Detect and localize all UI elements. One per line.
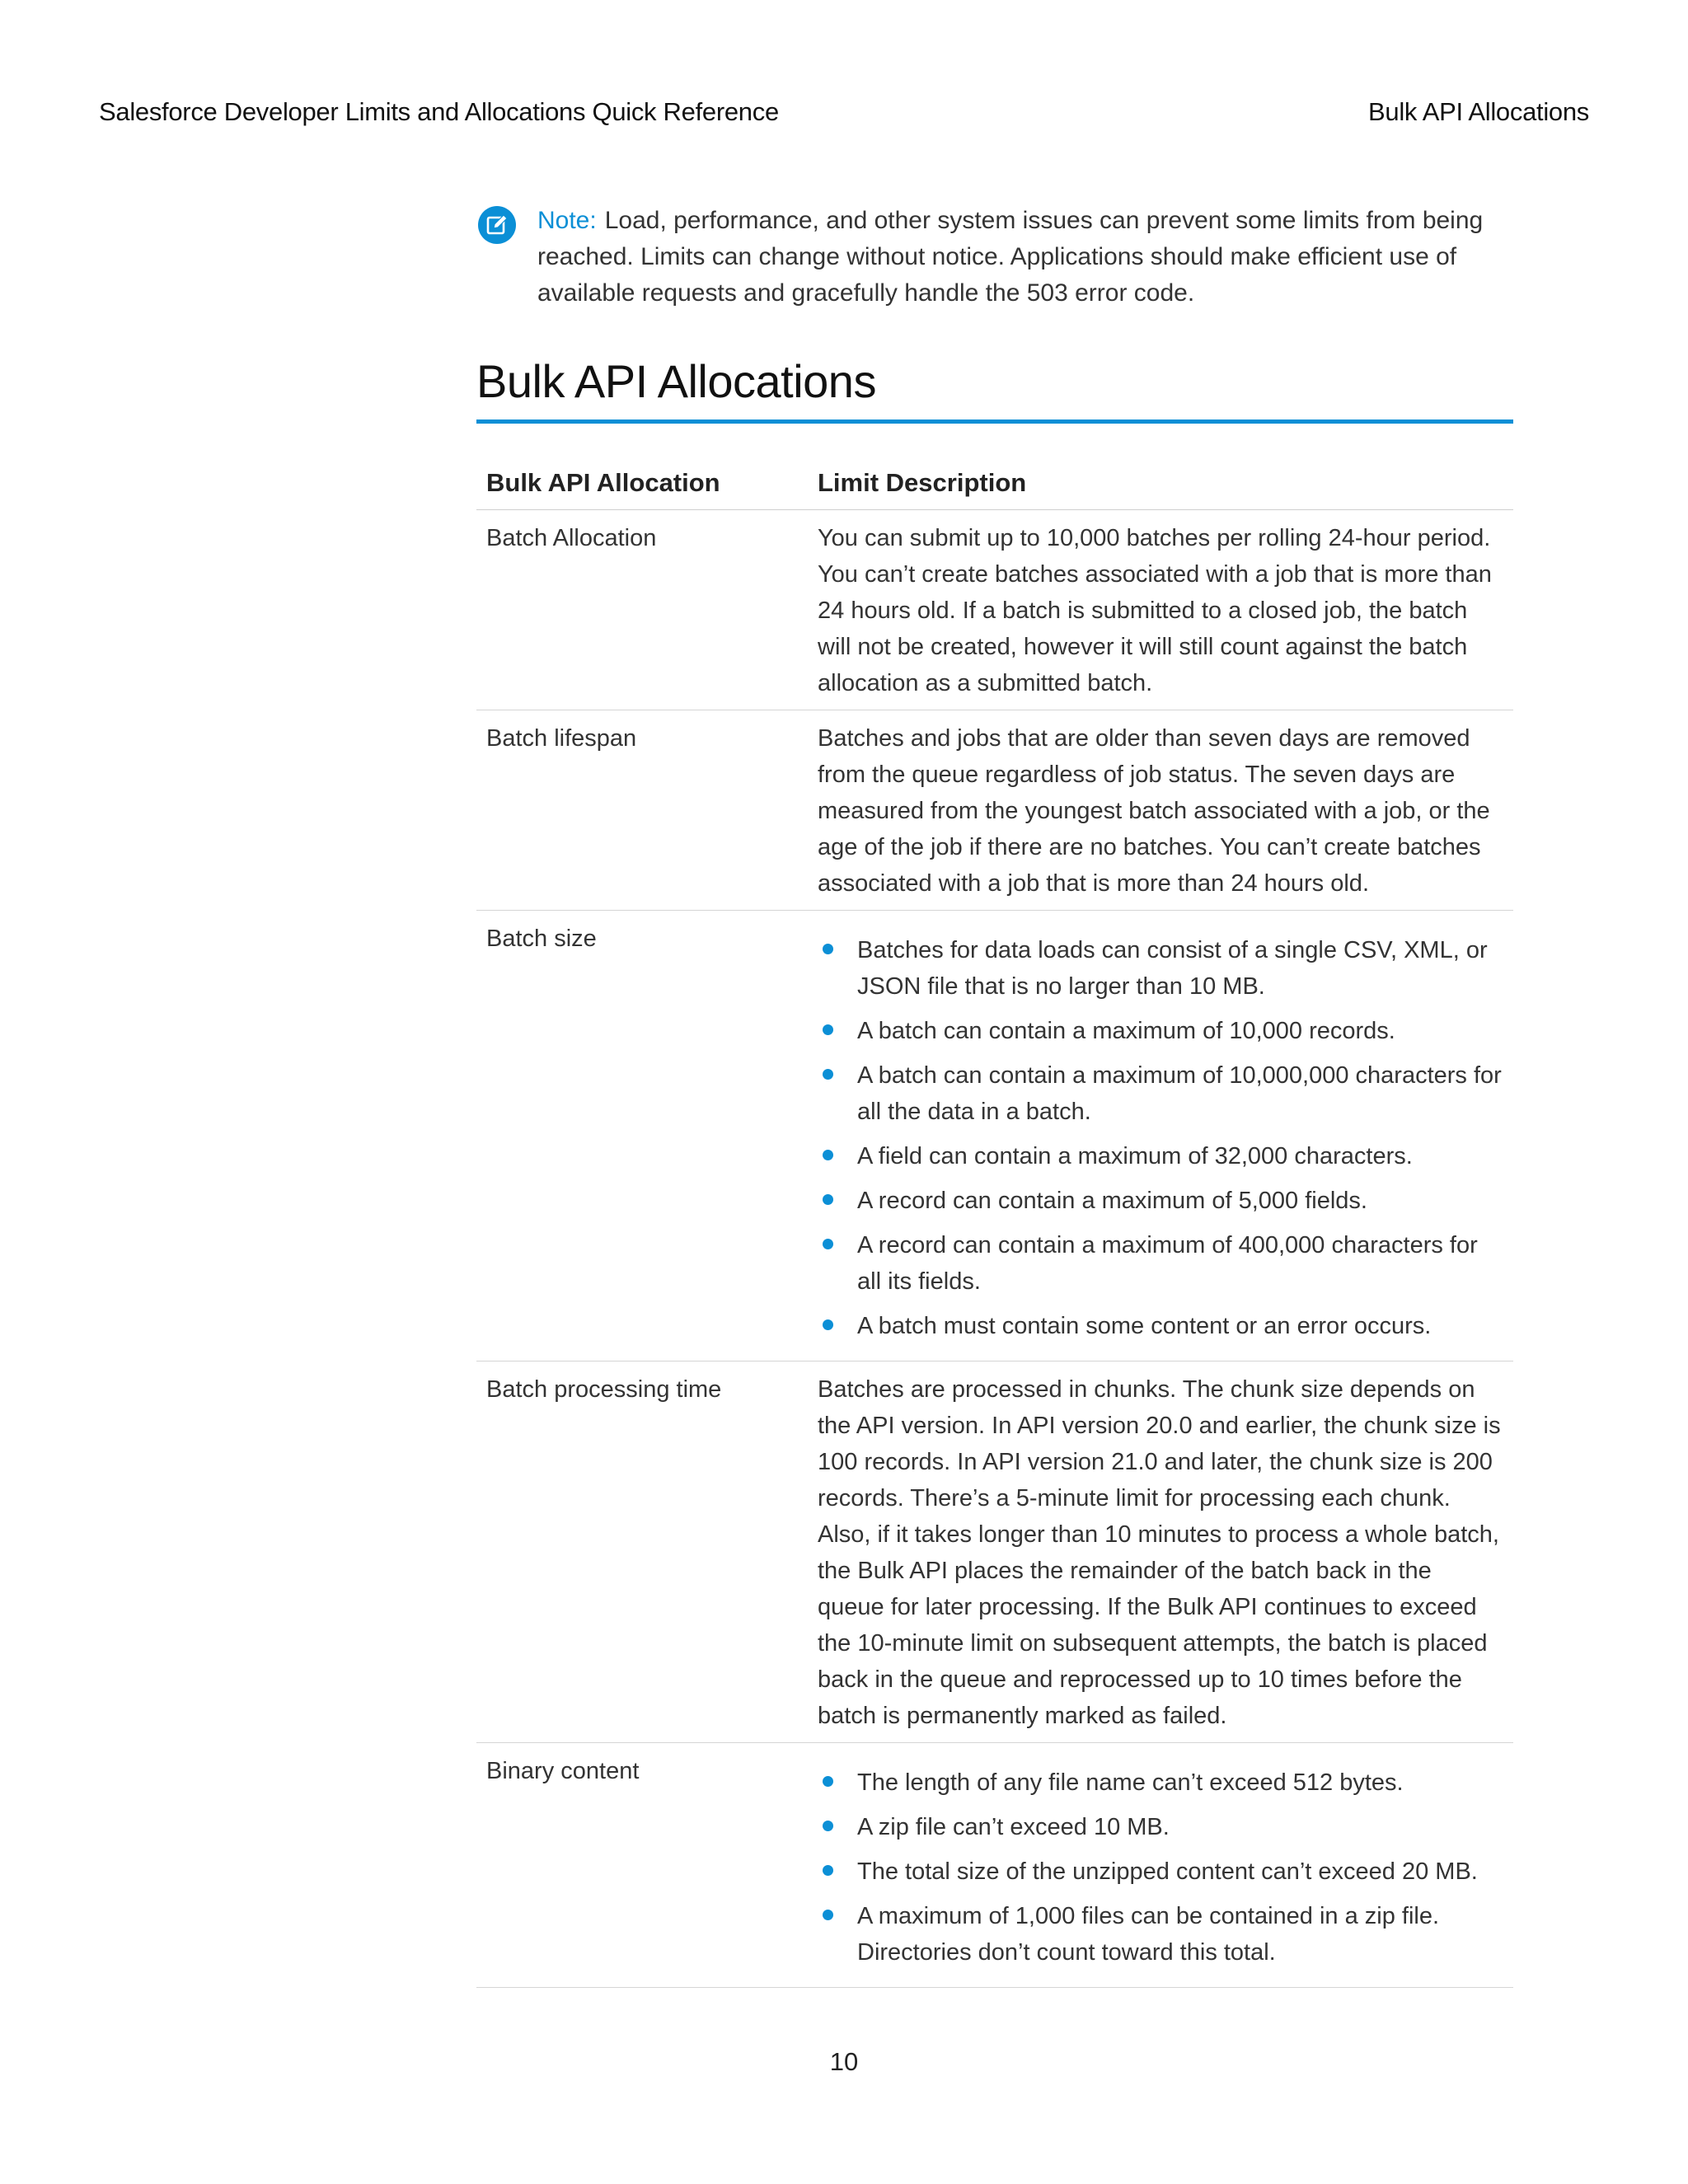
column-header-allocation: Bulk API Allocation	[476, 453, 808, 510]
list-item: A batch must contain some content or an error occurs.	[818, 1308, 1503, 1344]
running-header-title: Salesforce Developer Limits and Allocations Quick Reference	[99, 97, 779, 126]
table-row	[476, 911, 1513, 1361]
list-item: A batch can contain a maximum of 10,000,000 characters for all the data in a batch.	[818, 1057, 1503, 1130]
note-body: Load, performance, and other system issues can prevent some limits from being reached. Limits can change without notice. Applications should make efficient use of available requests and gracefully handle the 503 error code.	[537, 207, 1484, 307]
allocation-description	[808, 911, 1513, 1361]
table-row	[476, 710, 1513, 911]
note-label: Note:	[537, 207, 597, 234]
table-row	[476, 1743, 1513, 1988]
allocation-name: Batch lifespan	[476, 710, 808, 911]
note-text	[537, 203, 1512, 312]
bullet-list	[818, 932, 1503, 1344]
column-header-description: Limit Description	[808, 453, 1513, 510]
list-item: A zip file can’t exceed 10 MB.	[818, 1809, 1503, 1845]
table-row	[476, 510, 1513, 710]
allocation-description: Batches are processed in chunks. The chunk size depends on the API version. In API version 20.0 and earlier, the chunk size is 100 records. In API version 21.0 and later, the chunk size is 200 records. There’s a 5-minute limit for processing each chunk. Also, if it takes longer than 10 minutes to process a whole batch, the Bulk API places the remainder of the batch back in the queue for later processing. If the Bulk API continues to exceed the 10-minute limit on subsequent attempts, the batch is placed back in the queue and reprocessed up to 10 times before the batch is permanently marked as failed.	[808, 1361, 1513, 1743]
note-callout	[478, 203, 1512, 312]
allocation-name: Batch size	[476, 911, 808, 1361]
list-item: Batches for data loads can consist of a single CSV, XML, or JSON file that is no larger than 10 MB.	[818, 932, 1503, 1005]
allocation-description: You can submit up to 10,000 batches per rolling 24-hour period. You can’t create batches associated with a job that is more than 24 hours old. If a batch is submitted to a closed job, the batch will not be created, however it will still count against the batch allocation as a submitted batch.	[808, 510, 1513, 710]
allocation-description: Batches and jobs that are older than seven days are removed from the queue regardless of job status. The seven days are measured from the youngest batch associated with a job, or the age of the job if there are no batches. You can’t create batches associated with a job that is more than 24 hours old.	[808, 710, 1513, 911]
allocation-description	[808, 1743, 1513, 1988]
running-header-section: Bulk API Allocations	[1368, 97, 1589, 126]
list-item: A batch can contain a maximum of 10,000 records.	[818, 1013, 1503, 1049]
section-title: Bulk API Allocations	[476, 354, 1513, 424]
table-row	[476, 1361, 1513, 1743]
allocation-name: Binary content	[476, 1743, 808, 1988]
table-header-row	[476, 453, 1513, 510]
bullet-list	[818, 1765, 1503, 1971]
page-number: 10	[829, 2047, 859, 2076]
list-item: A record can contain a maximum of 400,000 characters for all its fields.	[818, 1227, 1503, 1300]
allocation-name: Batch Allocation	[476, 510, 808, 710]
bulk-api-limits-table	[476, 453, 1513, 1988]
list-item: A maximum of 1,000 files can be contained in a zip file. Directories don’t count toward this total.	[818, 1898, 1503, 1971]
list-item: The length of any file name can’t exceed 512 bytes.	[818, 1765, 1503, 1801]
list-item: A record can contain a maximum of 5,000 fields.	[818, 1183, 1503, 1219]
edit-note-icon	[478, 206, 516, 244]
list-item: The total size of the unzipped content can’t exceed 20 MB.	[818, 1854, 1503, 1890]
list-item: A field can contain a maximum of 32,000 characters.	[818, 1138, 1503, 1174]
allocation-name: Batch processing time	[476, 1361, 808, 1743]
